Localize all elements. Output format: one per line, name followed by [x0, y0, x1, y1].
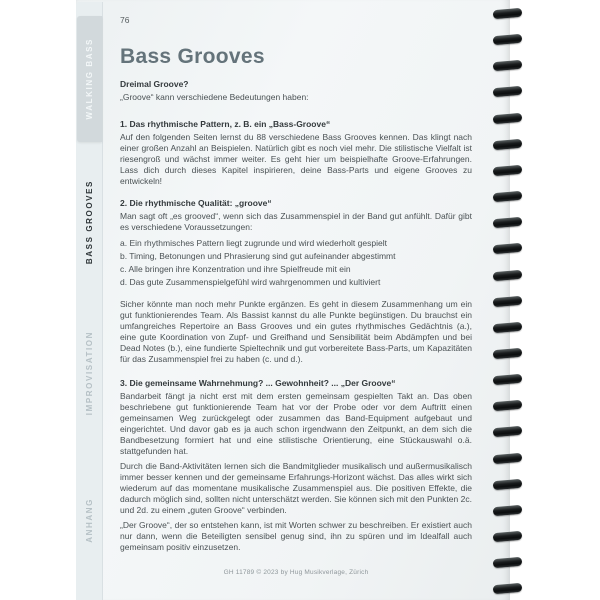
sidebar-tab-label: ANHANG — [85, 497, 94, 543]
spiral-coil — [493, 269, 523, 280]
sidebar-tab-walking-bass[interactable] — [77, 16, 102, 142]
intro-heading: Dreimal Groove? — [120, 79, 189, 89]
list-item: b. Timing, Betonungen und Phrasierung sind gut aufeinander abgestimmt — [120, 251, 396, 261]
spiral-coil — [493, 295, 523, 306]
spiral-coil — [493, 243, 523, 254]
sidebar-tab-improvisation[interactable] — [77, 332, 102, 414]
section2-after-paragraph: Sicher könnte man noch mehr Punkte ergänzen. Es geht in diesem Zusammenhang um ein gut funktionierendes Team. Als Bassist kannst du alle Punkte begünstigen. Du brauchst ein umfangreiches Repertoire an Bass Grooves und ein gutes rhythmisches Gedächtnis (a.), eine gute Koordination von Zupf- und Greifhand und Sensibilität beim Abdämpfen und bei Dead Notes (b.), eine fundierte Spieltechnik und gut vorbereitete Bass-Parts, um Kapazitäten für das Zusammenspiel frei zu haben (c. und d.). — [120, 299, 472, 364]
spiral-coil — [493, 217, 523, 228]
spiral-coil — [493, 139, 523, 150]
spiral-coil — [493, 505, 523, 516]
sidebar-tab-bass-grooves[interactable] — [77, 180, 102, 264]
spiral-coil — [493, 426, 523, 437]
spiral-coil — [493, 452, 523, 463]
sidebar-tab-label: BASS GROOVES — [85, 179, 94, 265]
spiral-coil — [493, 60, 523, 71]
sidebar-tab-label: IMPROVISATION — [85, 330, 94, 416]
spiral-coil — [493, 583, 523, 594]
spiral-coil — [493, 322, 523, 333]
imprint-footer: GH 11789 © 2023 by Hug Musikverlage, Zürich — [223, 569, 369, 576]
spiral-coil — [493, 112, 523, 123]
section2-heading: 2. Die rhythmische Qualität: „groove“ — [120, 198, 272, 208]
section1-paragraph: Auf den folgenden Seiten lernst du 88 verschiedene Bass Grooves kennen. Das klingt nach einer großen Anzahl an Beispielen. Natürlich gibt es noch viel mehr. Die stilistische Vielfalt ist riesengroß und wächst immer weiter. Es geht hier um beispielhafte Groove-Erfahrungen. Lass dich durch dieses Kapitel inspirieren, deine Bass-Parts und eigene Grooves zu entwickeln! — [120, 132, 472, 186]
spiral-coil — [493, 374, 523, 385]
spiral-coil — [493, 531, 523, 542]
list-item: a. Ein rhythmisches Pattern liegt zugrunde und wird wiederholt gespielt — [120, 238, 387, 248]
spiral-coil — [493, 86, 523, 97]
section3-heading: 3. Die gemeinsame Wahrnehmung? ... Gewohnheit? ... „Der Groove“ — [120, 378, 396, 388]
section2-paragraph: Man sagt oft „es grooved“, wenn sich das Zusammenspiel in der Band gut anfühlt. Dafür gibt es verschiedene Voraussetzungen: — [120, 211, 472, 232]
list-item: c. Alle bringen ihre Konzentration und ihre Spielfreude mit ein — [120, 264, 351, 274]
spiral-coil — [493, 478, 523, 489]
sidebar-tab-anhang[interactable] — [77, 492, 102, 548]
spiral-coil — [493, 8, 523, 19]
spiral-coil — [493, 348, 523, 359]
section2-list — [120, 237, 472, 289]
page-title: Bass Grooves — [120, 45, 265, 68]
spiral-coil — [493, 34, 523, 45]
spiral-coil — [493, 557, 523, 568]
section3-paragraph-3: „Der Groove“, der so entstehen kann, ist mit Worten schwer zu beschreiben. Er existiert auch nur dann, wenn die Beteiligten sensibel genug sind, ihn zu spüren und im Idealfall auch gemeinsam positiv einzusetzen. — [120, 520, 472, 552]
section3-paragraph-1: Bandarbeit fängt ja nicht erst mit dem ersten gemeinsam gespielten Takt an. Das oben beschriebene gut funktionierende Team hat vor der Probe oder vor dem Auftritt einen gemeinsamen Weg zurückgelegt oder zusammen das Band-Equipment aufgebaut und eingerichtet. Und davor gab es ja auch schon irgendwann den Zeitpunkt, an dem sich die Bandbesetzung formiert hat und eine stilistische Orientierung, eine Stückauswahl o.ä. stattgefunden hat. — [120, 391, 472, 456]
page-number: 76 — [120, 15, 130, 25]
sidebar-tab-label: WALKING BASS — [85, 38, 94, 120]
spiral-coil — [493, 400, 523, 411]
intro-text: „Groove“ kann verschiedene Bedeutungen haben: — [120, 92, 309, 102]
text-body — [120, 79, 472, 553]
spiral-coil — [493, 191, 523, 202]
section1-heading: 1. Das rhythmische Pattern, z. B. ein „Bass-Groove“ — [120, 119, 331, 129]
list-item: d. Das gute Zusammenspielgefühl wird wahrgenommen und kultiviert — [120, 277, 381, 287]
spiral-coil — [493, 165, 523, 176]
section3-paragraph-2: Durch die Band-Aktivitäten lernen sich die Bandmitglieder musikalisch und außermusikalisch immer besser kennen und der gemeinsame Erfahrungs-Horizont wächst. Das alles wirkt sich wiederum auf das momentane musikalische Zusammenspiel aus. Die positiven Effekte, die dadurch möglich sind, sollten nicht unterschätzt werden. Sie können sich mit den Punkten 2c. und 2d. zu einem „guten Groove“ verbinden. — [120, 461, 472, 515]
